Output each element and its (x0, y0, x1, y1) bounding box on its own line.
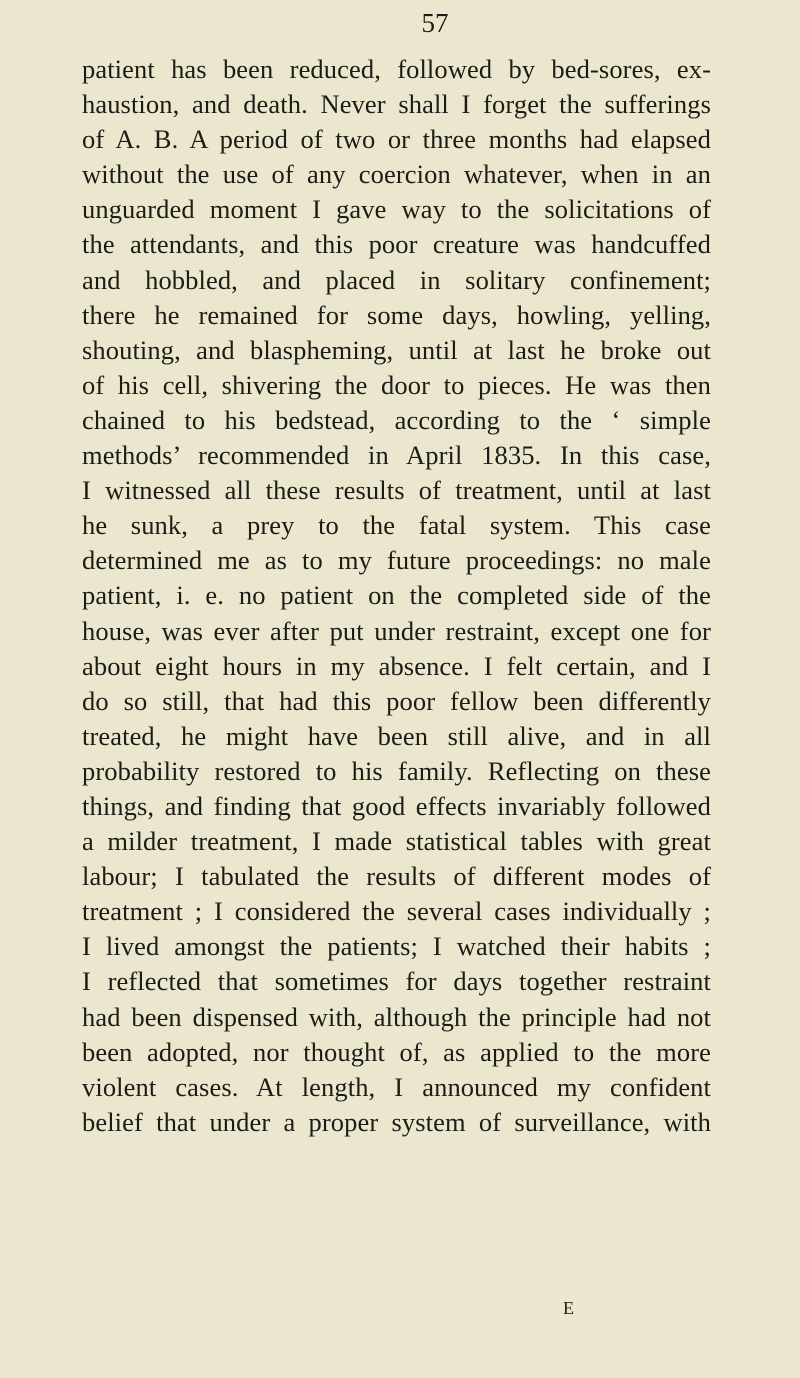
text-line-23: a milder treatment, I made statistical tables with great (82, 826, 711, 857)
text-line-5: unguarded moment I gave way to the solicitations of (82, 194, 711, 225)
text-line-14: he sunk, a prey to the fatal system. This case (82, 510, 711, 541)
text-line-6: the attendants, and this poor creature was handcuffed (82, 229, 711, 260)
text-line-26: I lived amongst the patients; I watched their habits ; (82, 931, 711, 962)
text-line-8: there he remained for some days, howling, yelling, (82, 299, 711, 330)
text-line-17: house, was ever after put under restraint, except one for (82, 615, 711, 646)
text-line-11: chained to his bedstead, according to the ‘ simple (82, 404, 711, 435)
text-line-30: violent cases. At length, I announced my confident (82, 1071, 711, 1102)
text-line-3: of A. B. A period of two or three months had elapsed (82, 124, 711, 155)
text-line-25: treatment ; I considered the several cases individually ; (82, 896, 711, 927)
text-line-27: I reflected that sometimes for days together restraint (82, 966, 711, 997)
text-line-22: things, and finding that good effects invariably followed (82, 790, 711, 821)
text-line-20: treated, he might have been still alive, and in all (82, 720, 711, 751)
text-line-7: and hobbled, and placed in solitary confinement; (82, 264, 711, 295)
text-line-1: patient has been reduced, followed by bed-sores, ex- (82, 54, 711, 84)
text-line-21: probability restored to his family. Reflecting on these (82, 755, 711, 786)
text-line-2: haustion, and death. Never shall I forget the sufferings (82, 89, 711, 120)
signature-mark: E (563, 1298, 575, 1318)
text-line-29: been adopted, nor thought of, as applied to the more (82, 1036, 711, 1067)
text-line-18: about eight hours in my absence. I felt certain, and I (82, 650, 711, 681)
text-line-4: without the use of any coercion whatever, when in an (82, 159, 711, 190)
body-text (82, 52, 711, 1140)
text-line-16: patient, i. e. no patient on the completed side of the (82, 580, 711, 611)
text-line-13: I witnessed all these results of treatment, until at last (82, 475, 711, 506)
page-number: 57 (421, 8, 449, 38)
text-line-10: of his cell, shivering the door to pieces. He was then (82, 369, 711, 400)
text-line-9: shouting, and blaspheming, until at last he broke out (82, 334, 711, 365)
text-line-28: had been dispensed with, although the principle had not (82, 1001, 711, 1032)
text-line-15: determined me as to my future proceedings: no male (82, 545, 711, 576)
text-line-12: methods’ recommended in April 1835. In this case, (82, 440, 711, 471)
text-line-19: do so still, that had this poor fellow been differently (82, 685, 711, 716)
text-line-24: labour; I tabulated the results of different modes of (82, 861, 711, 892)
text-line-31: belief that under a proper system of surveillance, with (82, 1106, 711, 1137)
